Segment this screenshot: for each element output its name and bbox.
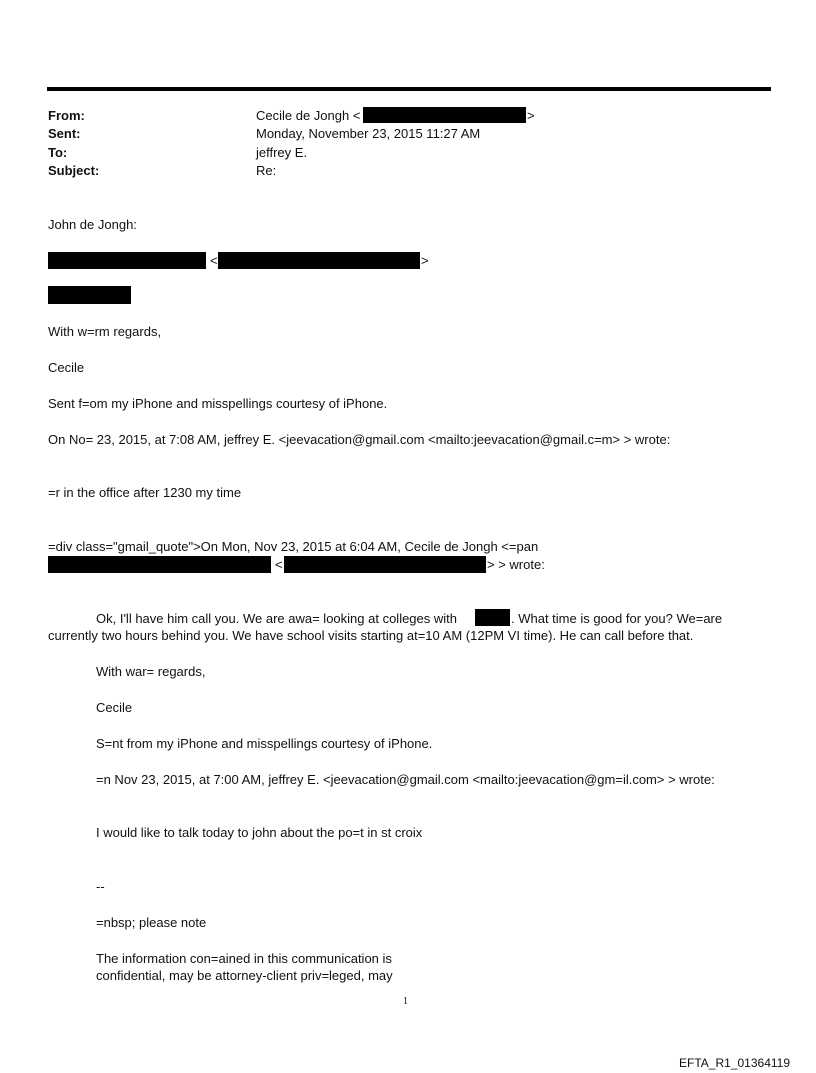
body-line: <: [210, 253, 218, 268]
redaction-name: [475, 609, 510, 626]
to-label: To:: [48, 145, 68, 160]
from-close: >: [527, 108, 535, 123]
body-line: On No= 23, 2015, at 7:08 AM, jeffrey E. <jeevacation@gmail.com <mailto:jeevacation@gmail.c=m> > wrote:: [48, 432, 671, 447]
redaction-email: [284, 556, 486, 573]
to-value: jeffrey E.: [256, 145, 308, 160]
page-number: 1: [403, 996, 408, 1007]
body-line: > > wrote:: [487, 557, 545, 572]
body-line: Cecile: [96, 700, 133, 715]
body-line: Cecile: [48, 360, 85, 375]
body-line: John de Jongh:: [48, 217, 137, 232]
body-line: . What time is good for you? We=are: [511, 611, 723, 626]
body-line: With war= regards,: [96, 664, 206, 679]
body-line: S=nt from my iPhone and misspellings courtesy of iPhone.: [96, 736, 433, 751]
subject-value: Re:: [256, 163, 277, 178]
body-line: >: [421, 253, 429, 268]
redaction-phone: [48, 286, 131, 304]
body-line: <: [275, 557, 283, 572]
body-line: Sent f=om my iPhone and misspellings courtesy of iPhone.: [48, 396, 388, 411]
body-line: I would like to talk today to john about the po=t in st croix: [96, 825, 423, 840]
redaction-email: [218, 252, 420, 269]
body-line: =n Nov 23, 2015, at 7:00 AM, jeffrey E. <jeevacation@gmail.com <mailto:jeevacation@gm=il.com> > wrote:: [96, 772, 715, 787]
body-line: =div class="gmail_quote">On Mon, Nov 23, 2015 at 6:04 AM, Cecile de Jongh <=pan: [48, 539, 539, 554]
subject-label: Subject:: [48, 163, 100, 178]
sent-label: Sent:: [48, 126, 81, 141]
body-line: --: [96, 879, 105, 894]
redaction-name: [48, 252, 206, 269]
redaction-name: [48, 556, 271, 573]
from-value: Cecile de Jongh <: [256, 108, 361, 123]
body-line: confidential, may be attorney-client priv=leged, may: [96, 968, 393, 983]
body-line: The information con=ained in this communication is: [96, 951, 392, 966]
body-line: Ok, I'll have him call you. We are awa= looking at colleges with: [96, 611, 457, 626]
body-line: =nbsp; please note: [96, 915, 207, 930]
sent-value: Monday, November 23, 2015 11:27 AM: [256, 126, 481, 141]
from-label: From:: [48, 108, 85, 123]
body-line: currently two hours behind you. We have school visits starting at=10 AM (12PM VI time). He can call before that.: [48, 628, 694, 643]
body-line: =r in the office after 1230 my time: [48, 485, 242, 500]
body-line: With w=rm regards,: [48, 324, 162, 339]
redaction-from-email: [363, 107, 526, 123]
document-id: EFTA_R1_01364119: [679, 1056, 790, 1070]
header-rule: [47, 87, 771, 91]
